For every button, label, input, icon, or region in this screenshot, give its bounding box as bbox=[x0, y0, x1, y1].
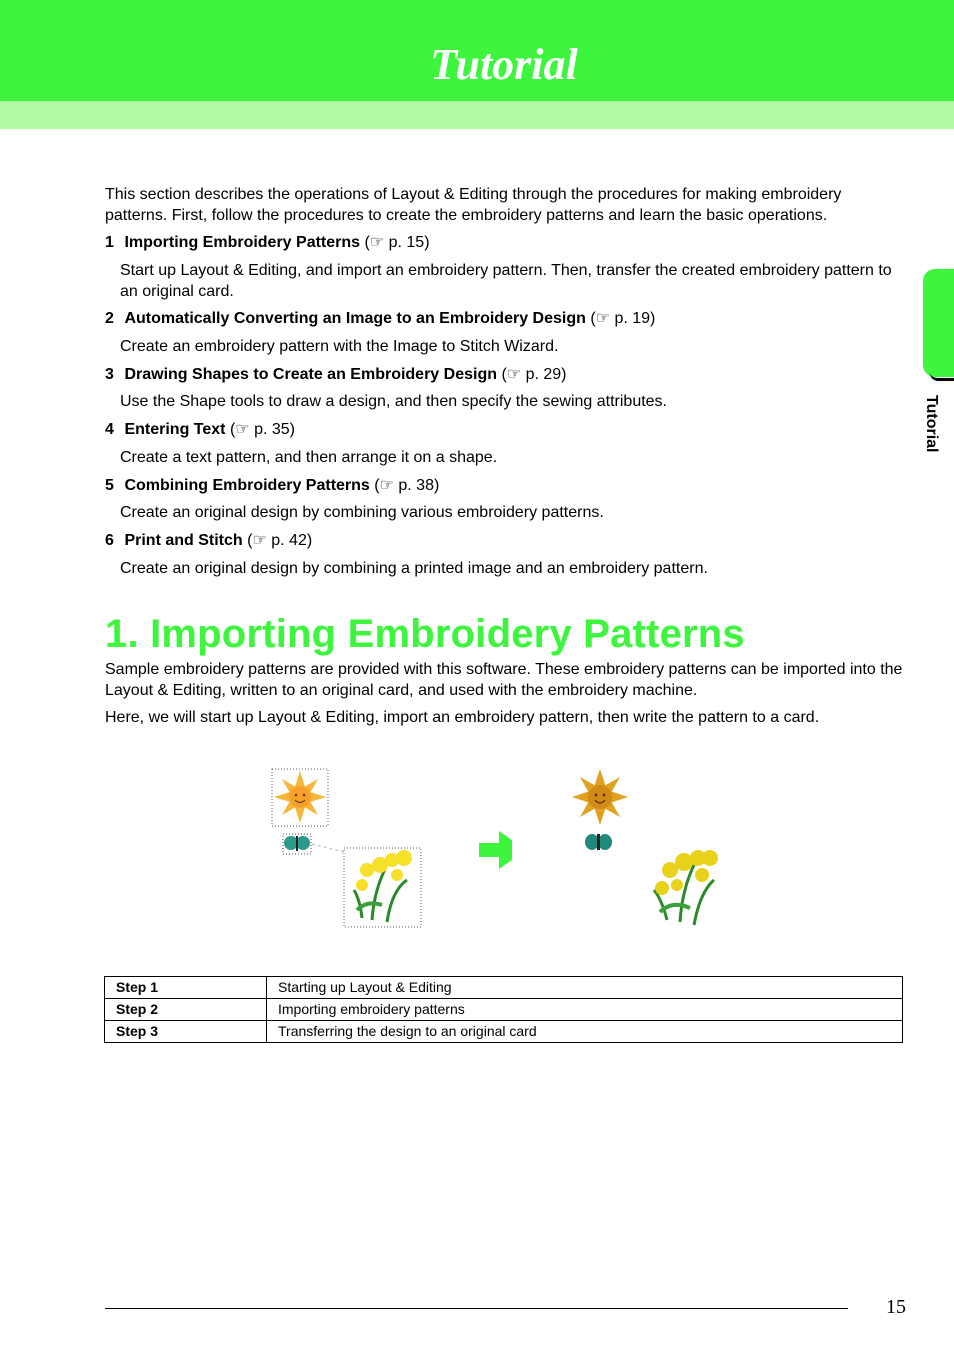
page-reference: (☞ p. 35) bbox=[225, 421, 295, 438]
table-row bbox=[105, 1021, 903, 1043]
page-number: 15 bbox=[886, 1296, 906, 1318]
item-number: 1 bbox=[105, 234, 114, 251]
step-label: Step 3 bbox=[105, 1021, 267, 1043]
section-heading: 1. Importing Embroidery Patterns bbox=[105, 612, 745, 656]
butterfly-result-icon bbox=[585, 834, 612, 850]
step-label: Step 1 bbox=[105, 977, 267, 999]
item-number: 5 bbox=[105, 477, 114, 494]
page-reference: (☞ p. 29) bbox=[497, 366, 567, 383]
section-paragraph: Here, we will start up Layout & Editing, import an embroidery pattern, then write the pattern to a card. bbox=[105, 709, 820, 726]
item-title: Entering Text bbox=[124, 421, 226, 438]
list-item-description: Create an original design by combining a printed image and an embroidery pattern. bbox=[120, 560, 708, 577]
list-item-heading bbox=[105, 530, 312, 551]
side-tab bbox=[923, 269, 954, 377]
list-item-heading bbox=[105, 308, 655, 329]
step-label: Step 2 bbox=[105, 999, 267, 1021]
item-title: Importing Embroidery Patterns bbox=[124, 234, 361, 251]
list-item-heading bbox=[105, 232, 430, 253]
list-item-description: Create an original design by combining various embroidery patterns. bbox=[120, 504, 604, 521]
steps-table bbox=[104, 976, 903, 1043]
item-number: 4 bbox=[105, 421, 114, 438]
step-description: Importing embroidery patterns bbox=[267, 999, 903, 1021]
section-paragraph: Sample embroidery patterns are provided with this software. These embroidery patterns can be imported into the Layout & Editing, written to an original card, and used with the embroidery machine. bbox=[105, 661, 903, 699]
sunflower-result-icon bbox=[572, 769, 628, 825]
footer-divider bbox=[105, 1308, 848, 1309]
page-reference: (☞ p. 19) bbox=[585, 310, 656, 327]
list-item-heading bbox=[105, 475, 439, 496]
item-number: 6 bbox=[105, 532, 114, 549]
page-reference: (☞ p. 15) bbox=[360, 234, 430, 251]
list-item-description: Start up Layout & Editing, and import an embroidery pattern. Then, transfer the created embroidery pattern to an original card. bbox=[120, 262, 892, 300]
sunflower-selected-icon bbox=[272, 769, 328, 826]
header-strip bbox=[0, 101, 954, 129]
item-number: 3 bbox=[105, 366, 114, 383]
side-tab-edge bbox=[930, 370, 954, 381]
page-reference: (☞ p. 42) bbox=[242, 532, 313, 549]
list-item-description: Create a text pattern, and then arrange it on a shape. bbox=[120, 449, 498, 466]
embroidery-illustration bbox=[262, 740, 742, 954]
intro-paragraph: This section describes the operations of Layout & Editing through the procedures for making embroidery patterns. First, follow the procedures to create the embroidery patterns and learn the basic operations. bbox=[105, 186, 842, 224]
page-reference: (☞ p. 38) bbox=[369, 477, 440, 494]
step-description: Transferring the design to an original card bbox=[267, 1021, 903, 1043]
page-title: Tutorial bbox=[430, 40, 578, 89]
result-panel bbox=[512, 740, 742, 954]
item-title: Drawing Shapes to Create an Embroidery Design bbox=[124, 366, 497, 383]
butterfly-selected-icon bbox=[283, 834, 311, 854]
list-item-heading bbox=[105, 419, 295, 440]
item-title: Automatically Converting an Image to an Embroidery Design bbox=[124, 310, 586, 327]
list-item-description: Use the Shape tools to draw a design, and then specify the sewing attributes. bbox=[120, 393, 667, 410]
freesia-selected-icon bbox=[344, 848, 421, 927]
list-item-description: Create an embroidery pattern with the Image to Stitch Wizard. bbox=[120, 338, 559, 355]
table-row bbox=[105, 999, 903, 1021]
item-title: Combining Embroidery Patterns bbox=[124, 477, 370, 494]
list-item-heading bbox=[105, 364, 566, 385]
side-tab-label: Tutorial bbox=[923, 395, 940, 453]
item-title: Print and Stitch bbox=[124, 532, 243, 549]
item-number: 2 bbox=[105, 310, 114, 327]
step-description: Starting up Layout & Editing bbox=[267, 977, 903, 999]
table-row bbox=[105, 977, 903, 999]
